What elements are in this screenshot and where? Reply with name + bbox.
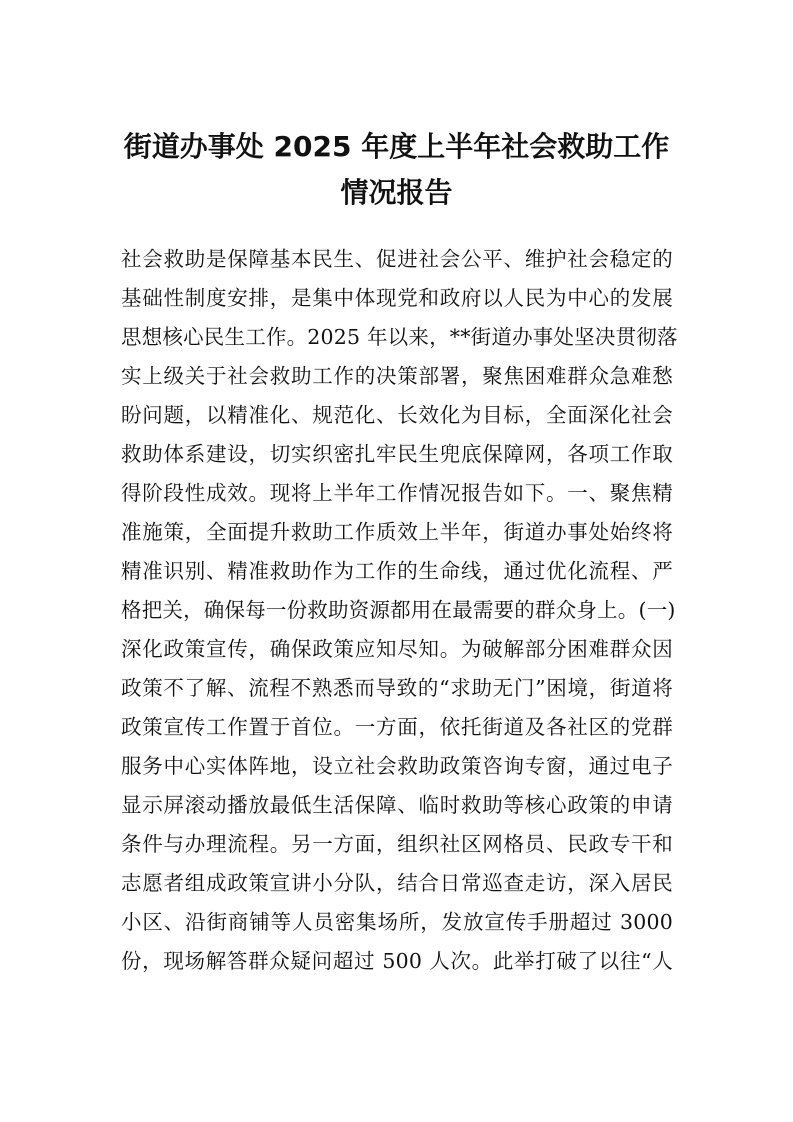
body-line: 盼问题，以精准化、规范化、长效化为目标，全面深化社会	[121, 403, 673, 427]
body-line: 得阶段性成效。现将上半年工作情况报告如下。一、聚焦精	[121, 481, 673, 505]
body-line: 深化政策宣传，确保政策应知尽知。为破解部分困难群众因	[121, 637, 673, 661]
body-line: 服务中心实体阵地，设立社会救助政策咨询专窗，通过电子	[121, 754, 673, 778]
body-line: 思想核心民生工作。2025 年以来，**街道办事处坚决贯彻落	[121, 325, 678, 349]
body-line: 志愿者组成政策宣讲小分队，结合日常巡查走访，深入居民	[121, 871, 673, 895]
body-line: 精准识别、精准救助作为工作的生命线，通过优化流程、严	[121, 559, 673, 583]
document-title-line-2: 情况报告	[340, 176, 453, 209]
body-line: 政策不了解、流程不熟悉而导致的“求助无门”困境，街道将	[121, 676, 673, 700]
body-line: 社会救助是保障基本民生、促进社会公平、维护社会稳定的	[121, 247, 673, 271]
body-line: 准施策，全面提升救助工作质效上半年，街道办事处始终将	[121, 520, 673, 544]
document-title-line-1: 街道办事处 2025 年度上半年社会救助工作	[123, 130, 670, 163]
body-line: 份，现场解答群众疑问超过 500 人次。此举打破了以往“人	[121, 949, 673, 973]
body-line: 政策宣传工作置于首位。一方面，依托街道及各社区的党群	[121, 715, 673, 739]
body-line: 基础性制度安排，是集中体现党和政府以人民为中心的发展	[121, 286, 673, 310]
body-line: 小区、沿街商铺等人员密集场所，发放宣传手册超过 3000	[121, 910, 673, 934]
body-line: 实上级关于社会救助工作的决策部署，聚焦困难群众急难愁	[121, 364, 673, 388]
body-line: 救助体系建设，切实织密扎牢民生兜底保障网，各项工作取	[121, 442, 673, 466]
body-line: 格把关，确保每一份救助资源都用在最需要的群众身上。(一)	[121, 598, 676, 622]
body-line: 显示屏滚动播放最低生活保障、临时救助等核心政策的申请	[121, 793, 673, 817]
body-line: 条件与办理流程。另一方面，组织社区网格员、民政专干和	[121, 832, 673, 856]
